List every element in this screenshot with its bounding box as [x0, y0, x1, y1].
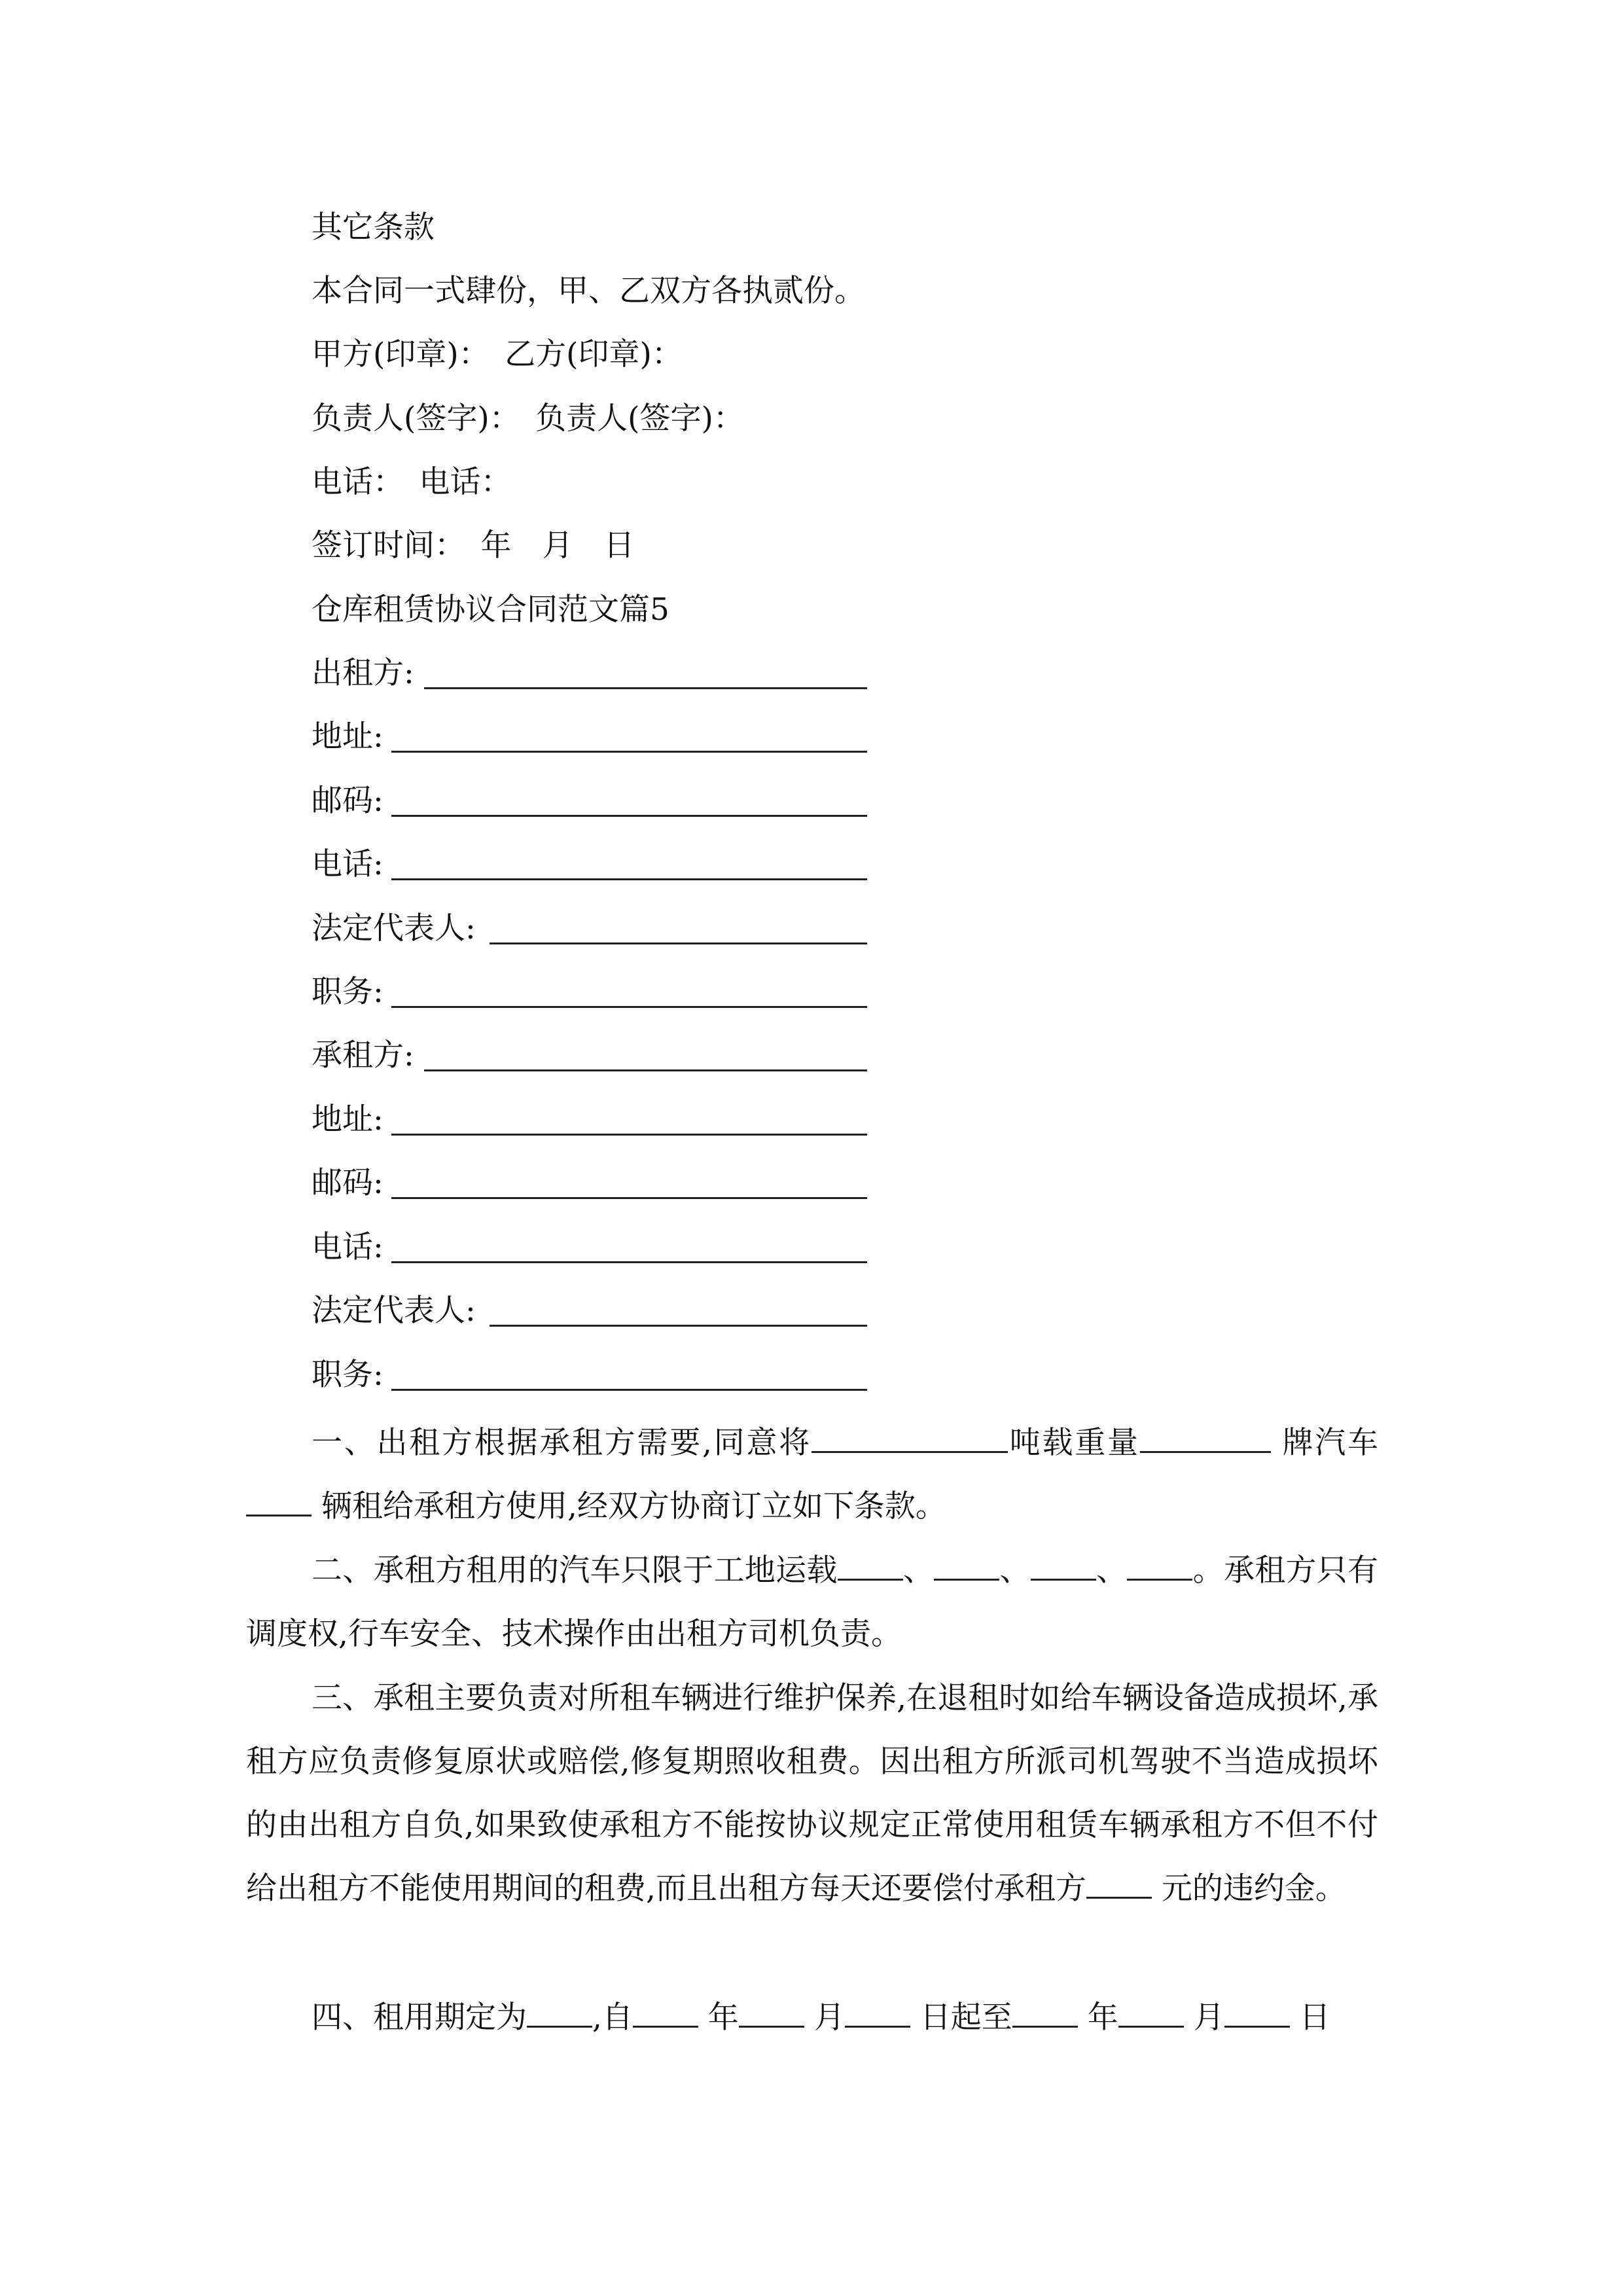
- form-field-phone: 电话:: [312, 846, 383, 882]
- blank-line: [391, 1005, 867, 1008]
- blank-line: [1140, 1424, 1271, 1453]
- form-field-postcode: 邮码:: [312, 1165, 383, 1201]
- blank-line: [527, 1998, 592, 2028]
- form-field-lessee: 承租方:: [312, 1037, 414, 1073]
- blank-line: [424, 686, 867, 689]
- blank-line: [490, 941, 867, 944]
- form-field-postcode: 邮码:: [312, 783, 383, 819]
- blank-line: [391, 877, 867, 880]
- form-field-phone: 电话:: [312, 1229, 383, 1265]
- form-field-position: 职务:: [312, 1357, 383, 1393]
- section-title: 仓库租赁协议合同范文篇5: [312, 592, 669, 628]
- form-field-address: 地址:: [312, 719, 383, 755]
- heading-other-terms: 其它条款: [312, 209, 435, 245]
- form-field-legal-rep: 法定代表人:: [312, 1293, 476, 1329]
- clause-3: 三、承租主要负责对所租车辆进行维护保养,在退租时如给车辆设备造成损坏,承租方应负责修复原状或赔偿,修复期照收租费。因出租方所派司机驾驶不当造成损坏的由出租方自负,如果致使承租方不能按协议规定正常使用租赁车辆承租方不但不付给出租方不能使用期间的租费,而且出租方每天还要偿付承租方 元的违约金。: [246, 1680, 1378, 1907]
- phone-line: 电话： 电话：: [312, 464, 512, 500]
- blank-line: [391, 1260, 867, 1263]
- form-field-legal-rep: 法定代表人:: [312, 910, 476, 946]
- blank-line: [1127, 1551, 1192, 1581]
- sign-date-line: 签订时间： 年 月 日: [312, 528, 635, 564]
- blank-line: [391, 1132, 867, 1136]
- blank-line: [739, 1998, 804, 2028]
- blank-line: [633, 1998, 698, 2028]
- blank-line: [490, 1323, 867, 1327]
- blank-line: [391, 749, 867, 753]
- clause-2: 二、承租方租用的汽车只限于工地运载 、 、 、 。承租方只有调度权,行车安全、技术操作由出租方司机负责。: [246, 1552, 1379, 1652]
- blank-line: [1118, 1998, 1184, 2028]
- blank-line: [391, 1196, 867, 1199]
- form-field-lessor: 出租方:: [312, 655, 414, 691]
- clause-4: 四、租用期定为 ,自 年 月 日起至 年 月 日: [312, 2000, 1330, 2036]
- blank-line: [1086, 1869, 1152, 1899]
- blank-line: [845, 1998, 910, 2028]
- blank-line: [1224, 1998, 1290, 2028]
- blank-line: [391, 1388, 867, 1391]
- clause-1: 一、出租方根据承租方需要,同意将 吨载重量 牌汽车 辆租给承租方使用,经双方协商订立如下条款。: [246, 1411, 1378, 1538]
- copies-line: 本合同一式肆份，甲、乙双方各执贰份。: [312, 273, 865, 309]
- blank-line: [1031, 1551, 1096, 1581]
- blank-line: [246, 1487, 312, 1516]
- blank-line: [934, 1551, 999, 1581]
- seal-line: 甲方(印章)： 乙方(印章)：: [312, 336, 683, 372]
- signature-line: 负责人(签字)： 负责人(签字)：: [312, 401, 744, 437]
- form-field-position: 职务:: [312, 974, 383, 1010]
- form-field-address: 地址:: [312, 1102, 383, 1138]
- blank-line: [838, 1551, 903, 1581]
- blank-line: [812, 1424, 1008, 1453]
- blank-line: [424, 1068, 867, 1071]
- blank-line: [391, 814, 867, 817]
- blank-line: [1012, 1998, 1078, 2028]
